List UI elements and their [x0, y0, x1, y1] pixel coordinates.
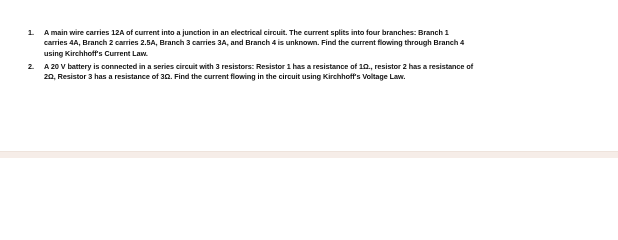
question-text: A main wire carries 12A of current into a junction in an electrical circuit. The current splits into four branches: Branch 1 carries 4A, Branch 2 carries 2.5A, Branch 3 carries 3A, and Branch 4 is unknown. Find the current flowing through Branch 4 using Kirchhoff's Current Law. — [44, 28, 465, 58]
question-number: 2. — [28, 61, 34, 71]
question-text: A 20 V battery is connected in a series circuit with 3 resistors: Resistor 1 has a resistance of 1Ω., resistor 2 has a resistance of 2Ω, Resistor 3 has a resistance of 3Ω. Find the current flowing in the circuit using Kirchhoff's Voltage Law. — [44, 61, 474, 82]
question-list — [28, 28, 612, 85]
question-item-2 — [28, 62, 612, 83]
bottom-strip — [0, 151, 618, 158]
question-item-1 — [28, 28, 612, 59]
question-number: 1. — [28, 28, 34, 37]
